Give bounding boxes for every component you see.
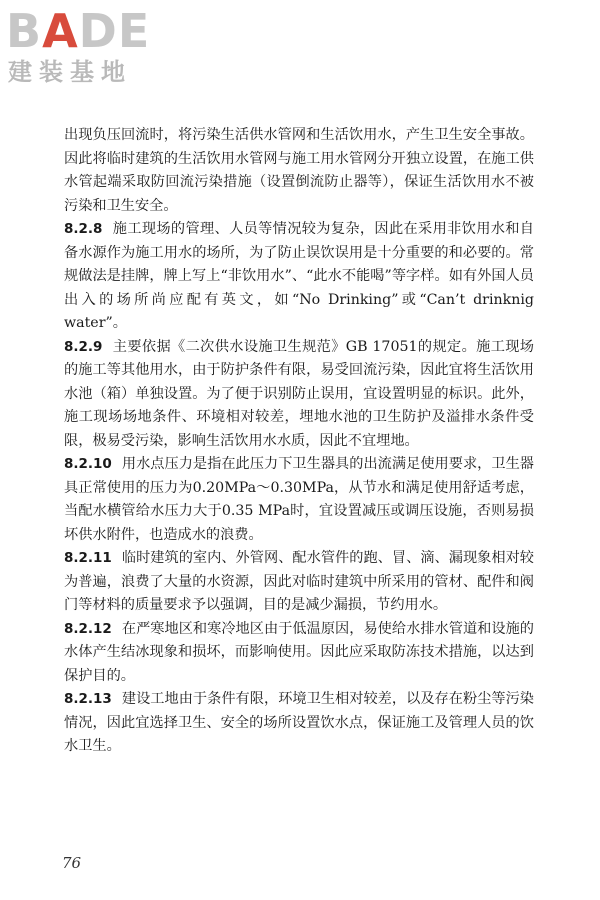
clause-text: 临时建筑的室内、外管网、配水管件的跑、冒、滴、漏现象相对较为普遍，浪费了大量的水资源，因此对临时建筑中所采用的管材、配件和阀门等材料的质量要求予以强调，目的是减少漏损，节约用水。 [64,550,534,613]
page-number: 76 [62,854,82,872]
clause-number: 8.2.11 [64,550,112,566]
clause-8-2-11 [64,547,534,618]
clause-text: 在严寒地区和寒冷地区由于低温原因，易使给水排水管道和设施的水体产生结冰现象和损坏，而影响使用。因此应采取防冻技术措施，以达到保护目的。 [64,620,534,684]
intro-paragraph: 出现负压回流时，将污染生活供水管网和生活饮用水，产生卫生安全事故。因此将临时建筑的生活饮用水管网与施工用水管网分开独立设置，在施工供水管起端采取防回流污染措施（设置倒流防止器等），保证生活饮用水不被污染和卫生安全。 [64,127,534,214]
brand-logo [6,6,150,88]
clause-number: 8.2.13 [64,691,112,707]
page-body [64,124,534,759]
clause-number: 8.2.9 [64,338,103,355]
clause-8-2-13 [64,688,534,759]
logo-subtitle: 建装基地 [8,58,132,86]
clause-8-2-9 [64,336,534,454]
clause-8-2-8 [64,218,534,336]
clause-text: 施工现场的管理、人员等情况较为复杂，因此在采用非饮用水和自备水源作为施工用水的场所，为了防止误饮误用是十分重要的和必要的。常规做法是挂牌，牌上写上“非饮用水”、“此水不能喝”等字样。如有外国人员出入的场所尚应配有英文，如“No Drinking”或“Can’t drinknig water”。 [64,221,534,331]
clause-text: 用水点压力是指在此压力下卫生器具的出流满足使用要求，卫生器具正常使用的压力为0.20MPa～0.30MPa，从节水和满足使用舒适考虑，当配水横管给水压力大于0.35 MPa时，宜设置减压或调压设施，否则易损坏供水附件，也造成水的浪费。 [64,456,534,543]
clause-text: 建设工地由于条件有限，环境卫生相对较差，以及存在粉尘等污染情况，因此宜选择卫生、安全的场所设置饮水点，保证施工及管理人员的饮水卫生。 [64,691,534,754]
clause-number: 8.2.10 [64,456,112,472]
clause-number: 8.2.8 [64,221,103,237]
logo-wordmark: BADE [6,4,151,58]
clause-number: 8.2.12 [64,620,112,637]
clause-text: 主要依据《二次供水设施卫生规范》GB 17051的规定。施工现场的施工等其他用水，由于防护条件有限，易受回流污染，因此宜将生活饮用水池（箱）单独设置。为了便于识别防止误用，宜设置明显的标识。此外，施工现场场地条件、环境相对较差，埋地水池的卫生防护及溢排水条件受限，极易受污染，影响生活饮用水水质，因此不宜埋地。 [64,338,534,449]
clause-8-2-12 [64,618,534,689]
clause-8-2-10 [64,453,534,547]
